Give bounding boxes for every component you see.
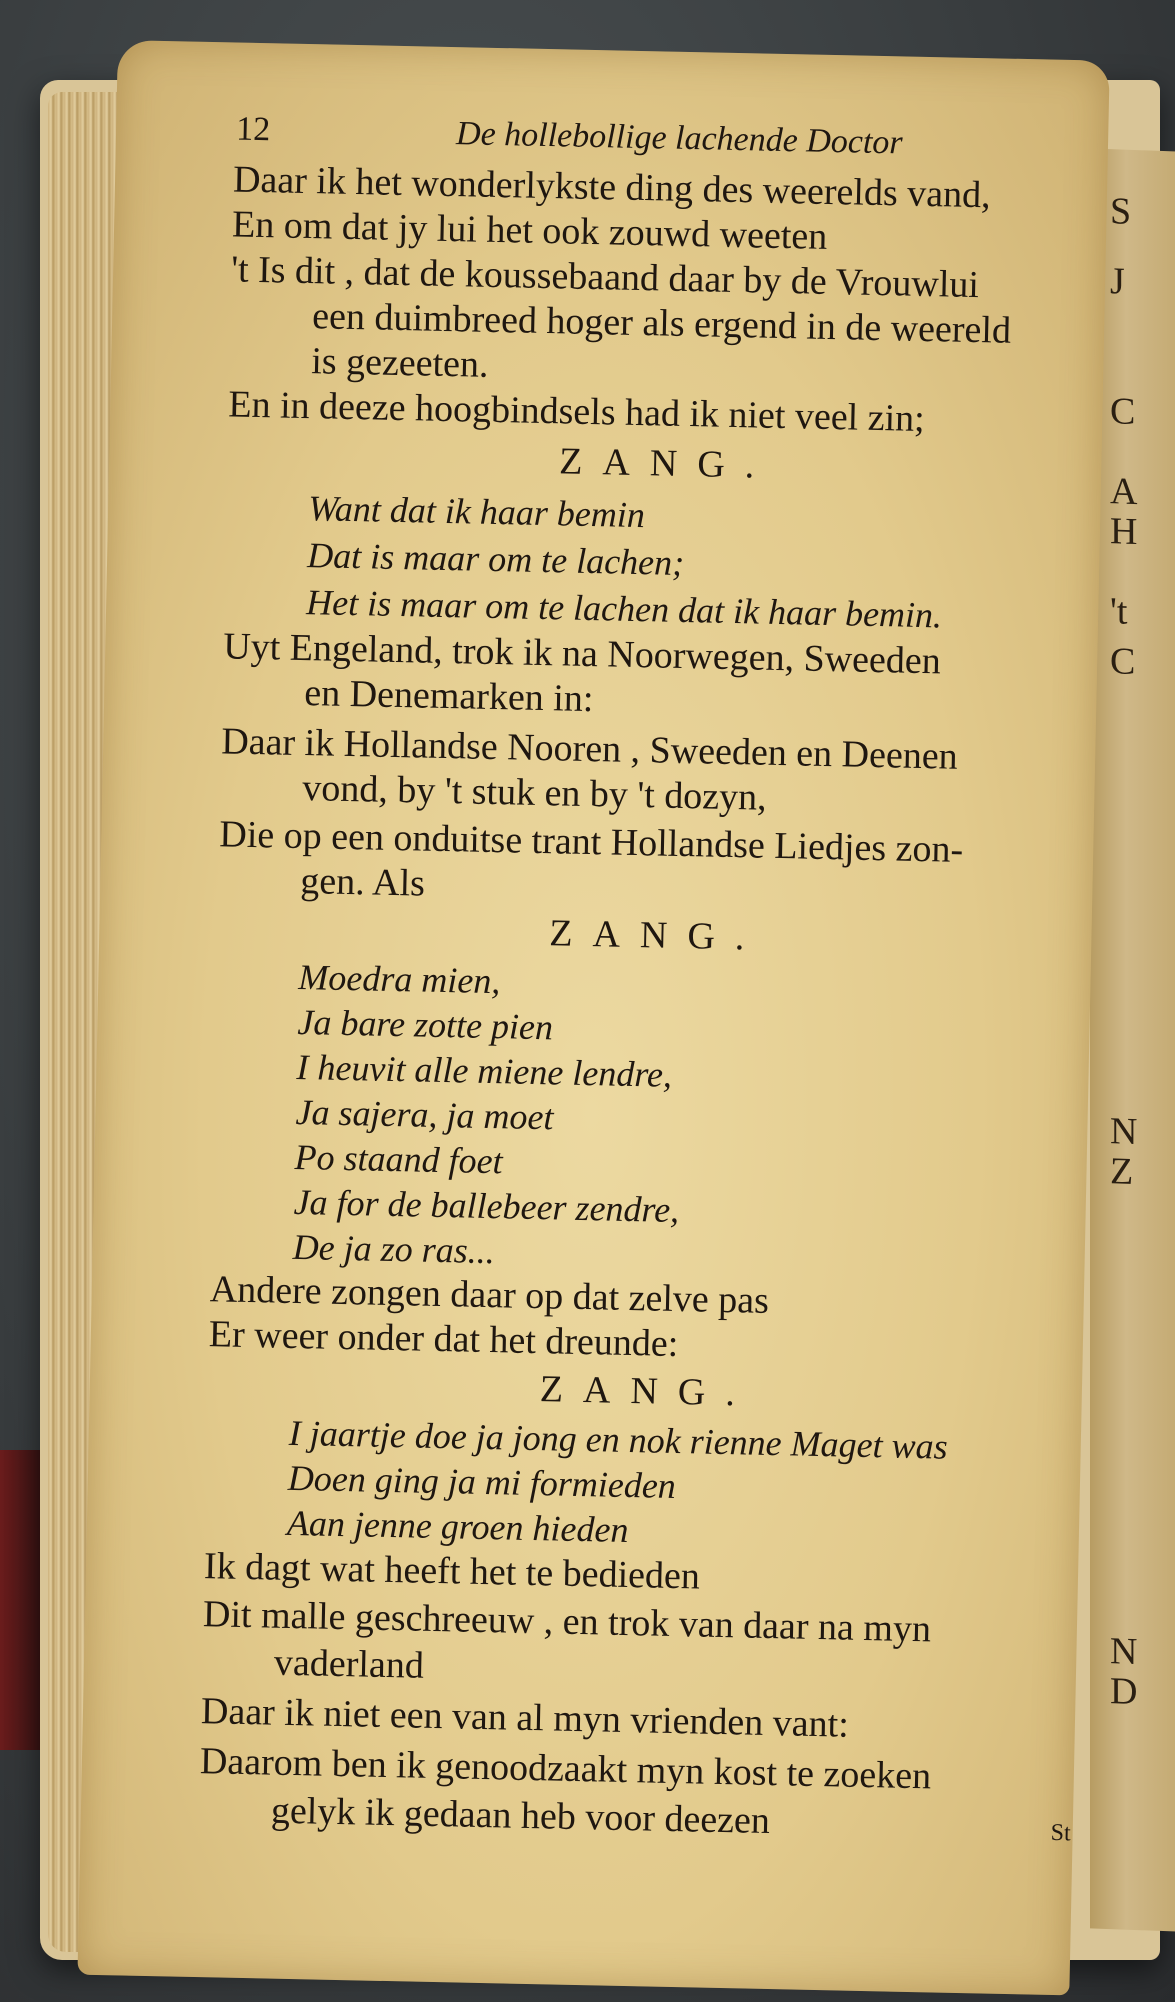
song-verse: Ja for de ballebeer zendre, (293, 1181, 680, 1231)
catchword: St (1050, 1819, 1071, 1847)
text-line: Dit malle geschreeuw , en trok van daar na myn (202, 1593, 932, 1651)
book-page (77, 40, 1109, 1995)
facing-fragment: S (1110, 190, 1132, 233)
text-line: Andere zongen daar op dat zelve pas (209, 1268, 770, 1322)
facing-fragment: Z (1110, 1150, 1134, 1193)
song-verse: Dat is maar om te lachen; (306, 535, 685, 583)
zang-heading: ZANG. (558, 440, 775, 487)
running-head-title: De hollebollige lachende Doctor (455, 115, 904, 162)
song-verse: Want dat ik haar bemin (307, 488, 646, 536)
text-line: een duimbreed hoger als ergend in de weereld (311, 295, 1012, 352)
zang-heading: ZANG. (539, 1368, 756, 1415)
red-object (0, 1450, 40, 1750)
song-verse: De ja zo ras... (292, 1226, 496, 1272)
facing-fragment: 't (1110, 590, 1128, 633)
song-verse: Doen ging ja mi formieden (287, 1457, 677, 1506)
facing-page (1090, 148, 1175, 1931)
text-line: vaderland (273, 1641, 425, 1687)
text-line: Er weer onder dat het dreunde: (208, 1313, 679, 1366)
song-verse: I heuvit alle miene lendre, (296, 1046, 673, 1095)
text-line: Daar ik niet een van al myn vrienden vant: (200, 1690, 850, 1746)
facing-fragment: J (1110, 260, 1125, 303)
song-verse: Po staand foet (294, 1136, 504, 1182)
song-verse: Aan jenne groen hieden (286, 1502, 629, 1551)
page-text (77, 40, 1109, 1995)
text-line: Daar ik Hollandse Nooren , Sweeden en Deenen (220, 720, 959, 778)
song-verse: Moedra mien, (297, 956, 501, 1002)
text-line: Ik dagt wat heeft het te bedieden (203, 1545, 701, 1598)
facing-fragment: N (1110, 1110, 1138, 1154)
facing-fragment: A (1110, 470, 1138, 514)
text-line: Die op een onduitse trant Hollandse Liedjes zon- (218, 813, 964, 871)
text-line: Daarom ben ik genoodzaakt myn kost te zoeken (199, 1740, 932, 1798)
text-line: En om dat jy lui het ook zouwd weeten (231, 203, 828, 258)
zang-heading: ZANG. (548, 912, 765, 959)
song-verse: Het is maar om te lachen dat ik haar bemin. (305, 582, 943, 636)
song-verse: I jaartje doe ja jong en nok rienne Maget was (288, 1412, 949, 1467)
text-line: vond, by 't stuk en by 't dozyn, (301, 767, 768, 819)
song-verse: Ja sajera, ja moet (295, 1091, 554, 1138)
facing-fragment: C (1110, 390, 1136, 434)
song-verse: Ja bare zotte pien (297, 1001, 554, 1048)
text-line: is gezeeten. (310, 340, 489, 386)
page-number: 12 (235, 110, 271, 149)
facing-fragment: H (1110, 510, 1138, 554)
text-line: en Denemarken in: (303, 672, 594, 721)
text-line: gen. Als (299, 860, 426, 905)
text-line: 't Is dit , dat de koussebaand daar by de Vrouwlui (230, 248, 980, 307)
text-line: gelyk ik gedaan heb voor deezen (270, 1789, 771, 1843)
text-line: Daar ik het wonderlykste ding des weerelds vand, (232, 158, 992, 217)
facing-fragment: C (1110, 640, 1136, 684)
facing-fragment: D (1110, 1670, 1138, 1714)
facing-fragment: N (1110, 1630, 1138, 1674)
text-line: En in deeze hoogbindsels had ik niet veel zin; (227, 383, 926, 440)
text-line: Uyt Engeland, trok ik na Noorwegen, Sweeden (222, 625, 942, 683)
